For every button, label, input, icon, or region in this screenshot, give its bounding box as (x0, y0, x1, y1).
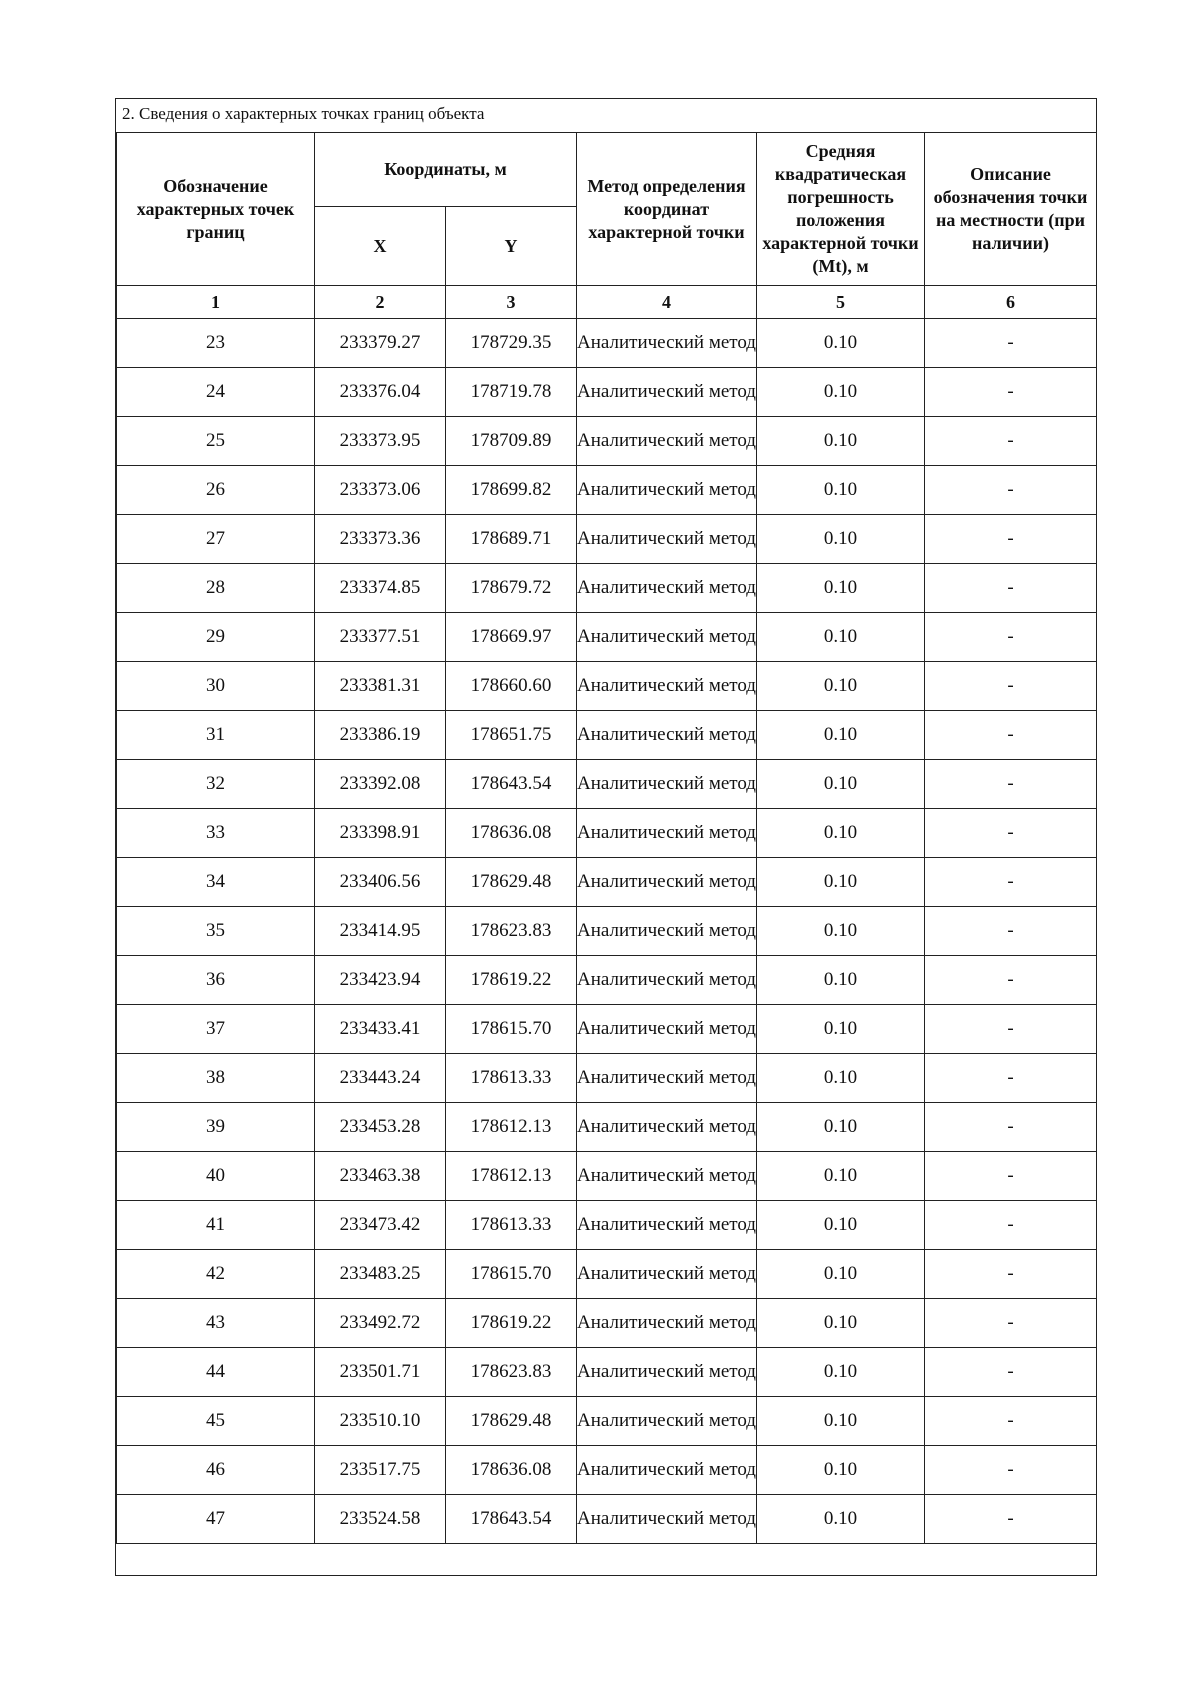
method-cell: Аналитический метод (577, 1299, 757, 1348)
error-cell: 0.10 (757, 809, 925, 858)
x-coordinate-cell: 233386.19 (315, 711, 446, 760)
table-row (117, 809, 1097, 858)
x-coordinate-cell: 233492.72 (315, 1299, 446, 1348)
method-cell: Аналитический метод (577, 1348, 757, 1397)
x-coordinate-cell: 233398.91 (315, 809, 446, 858)
description-cell: - (925, 956, 1097, 1005)
x-coordinate-cell: 233379.27 (315, 319, 446, 368)
method-cell: Аналитический метод (577, 1005, 757, 1054)
method-cell: Аналитический метод (577, 368, 757, 417)
y-coordinate-cell: 178660.60 (446, 662, 577, 711)
header-row (117, 133, 1097, 207)
method-cell: Аналитический метод (577, 613, 757, 662)
section-title: 2. Сведения о характерных точках границ объекта (122, 104, 485, 123)
error-cell: 0.10 (757, 1250, 925, 1299)
method-cell: Аналитический метод (577, 809, 757, 858)
table-row (117, 1299, 1097, 1348)
point-id-cell: 26 (117, 466, 315, 515)
y-coordinate-cell: 178615.70 (446, 1005, 577, 1054)
table-row (117, 417, 1097, 466)
x-coordinate-cell: 233433.41 (315, 1005, 446, 1054)
table-row (117, 1397, 1097, 1446)
description-cell: - (925, 466, 1097, 515)
error-cell: 0.10 (757, 1054, 925, 1103)
boundary-points-table (116, 132, 1097, 1575)
x-coordinate-cell: 233373.06 (315, 466, 446, 515)
point-id-cell: 39 (117, 1103, 315, 1152)
table-row (117, 1201, 1097, 1250)
method-cell: Аналитический метод (577, 907, 757, 956)
method-cell: Аналитический метод (577, 760, 757, 809)
method-cell: Аналитический метод (577, 1201, 757, 1250)
column-number: 5 (757, 286, 925, 319)
description-cell: - (925, 368, 1097, 417)
table-row (117, 858, 1097, 907)
error-cell: 0.10 (757, 417, 925, 466)
table-body (117, 319, 1097, 1544)
description-cell: - (925, 515, 1097, 564)
x-coordinate-cell: 233414.95 (315, 907, 446, 956)
column-number: 1 (117, 286, 315, 319)
x-coordinate-cell: 233453.28 (315, 1103, 446, 1152)
point-id-cell: 25 (117, 417, 315, 466)
point-id-cell: 38 (117, 1054, 315, 1103)
table-row (117, 1054, 1097, 1103)
column-number: 2 (315, 286, 446, 319)
table-row (117, 760, 1097, 809)
x-coordinate-cell: 233381.31 (315, 662, 446, 711)
description-cell: - (925, 1201, 1097, 1250)
description-cell: - (925, 662, 1097, 711)
y-coordinate-cell: 178679.72 (446, 564, 577, 613)
table-row (117, 368, 1097, 417)
y-coordinate-cell: 178619.22 (446, 956, 577, 1005)
table-row (117, 711, 1097, 760)
error-cell: 0.10 (757, 1103, 925, 1152)
error-cell: 0.10 (757, 907, 925, 956)
description-cell: - (925, 1103, 1097, 1152)
x-coordinate-cell: 233373.95 (315, 417, 446, 466)
point-id-cell: 37 (117, 1005, 315, 1054)
y-coordinate-cell: 178643.54 (446, 760, 577, 809)
x-coordinate-cell: 233524.58 (315, 1495, 446, 1544)
error-cell: 0.10 (757, 1348, 925, 1397)
error-cell: 0.10 (757, 564, 925, 613)
method-cell: Аналитический метод (577, 515, 757, 564)
error-cell: 0.10 (757, 1397, 925, 1446)
error-cell: 0.10 (757, 368, 925, 417)
point-id-cell: 44 (117, 1348, 315, 1397)
y-coordinate-cell: 178613.33 (446, 1054, 577, 1103)
description-cell: - (925, 1446, 1097, 1495)
method-cell: Аналитический метод (577, 466, 757, 515)
description-cell: - (925, 1152, 1097, 1201)
x-coordinate-cell: 233373.36 (315, 515, 446, 564)
y-coordinate-cell: 178629.48 (446, 858, 577, 907)
method-cell: Аналитический метод (577, 1397, 757, 1446)
method-cell: Аналитический метод (577, 1495, 757, 1544)
point-id-cell: 24 (117, 368, 315, 417)
method-cell: Аналитический метод (577, 1054, 757, 1103)
x-coordinate-cell: 233374.85 (315, 564, 446, 613)
column-number: 6 (925, 286, 1097, 319)
x-coordinate-cell: 233406.56 (315, 858, 446, 907)
method-cell: Аналитический метод (577, 1152, 757, 1201)
header-designation: Обозначение характерных точек границ (117, 133, 315, 286)
error-cell: 0.10 (757, 613, 925, 662)
column-number: 4 (577, 286, 757, 319)
point-id-cell: 36 (117, 956, 315, 1005)
header-x: X (315, 207, 446, 286)
header-y: Y (446, 207, 577, 286)
error-cell: 0.10 (757, 1299, 925, 1348)
error-cell: 0.10 (757, 858, 925, 907)
x-coordinate-cell: 233376.04 (315, 368, 446, 417)
point-id-cell: 45 (117, 1397, 315, 1446)
y-coordinate-cell: 178643.54 (446, 1495, 577, 1544)
y-coordinate-cell: 178636.08 (446, 809, 577, 858)
error-cell: 0.10 (757, 1495, 925, 1544)
point-id-cell: 47 (117, 1495, 315, 1544)
point-id-cell: 41 (117, 1201, 315, 1250)
method-cell: Аналитический метод (577, 711, 757, 760)
description-cell: - (925, 1348, 1097, 1397)
y-coordinate-cell: 178719.78 (446, 368, 577, 417)
y-coordinate-cell: 178612.13 (446, 1152, 577, 1201)
header-method: Метод определения координат характерной точки (577, 133, 757, 286)
x-coordinate-cell: 233392.08 (315, 760, 446, 809)
column-number-row (117, 286, 1097, 319)
y-coordinate-cell: 178699.82 (446, 466, 577, 515)
table-row (117, 907, 1097, 956)
point-id-cell: 28 (117, 564, 315, 613)
error-cell: 0.10 (757, 515, 925, 564)
description-cell: - (925, 907, 1097, 956)
table-row (117, 1446, 1097, 1495)
table-row (117, 515, 1097, 564)
x-coordinate-cell: 233510.10 (315, 1397, 446, 1446)
point-id-cell: 34 (117, 858, 315, 907)
header-coordinates: Координаты, м (315, 133, 577, 207)
method-cell: Аналитический метод (577, 1446, 757, 1495)
x-coordinate-cell: 233473.42 (315, 1201, 446, 1250)
x-coordinate-cell: 233463.38 (315, 1152, 446, 1201)
point-id-cell: 31 (117, 711, 315, 760)
description-cell: - (925, 760, 1097, 809)
point-id-cell: 42 (117, 1250, 315, 1299)
header-description: Описание обозначения точки на местности (при наличии) (925, 133, 1097, 286)
error-cell: 0.10 (757, 662, 925, 711)
method-cell: Аналитический метод (577, 417, 757, 466)
point-id-cell: 32 (117, 760, 315, 809)
error-cell: 0.10 (757, 1201, 925, 1250)
table-row (117, 466, 1097, 515)
error-cell: 0.10 (757, 956, 925, 1005)
description-cell: - (925, 858, 1097, 907)
description-cell: - (925, 1054, 1097, 1103)
error-cell: 0.10 (757, 319, 925, 368)
header-error: Средняя квадратическая погрешность положения характерной точки (Mt), м (757, 133, 925, 286)
description-cell: - (925, 1250, 1097, 1299)
point-id-cell: 46 (117, 1446, 315, 1495)
description-cell: - (925, 1005, 1097, 1054)
method-cell: Аналитический метод (577, 564, 757, 613)
point-id-cell: 40 (117, 1152, 315, 1201)
method-cell: Аналитический метод (577, 319, 757, 368)
table-row (117, 613, 1097, 662)
description-cell: - (925, 1397, 1097, 1446)
error-cell: 0.10 (757, 1446, 925, 1495)
y-coordinate-cell: 178613.33 (446, 1201, 577, 1250)
error-cell: 0.10 (757, 1005, 925, 1054)
x-coordinate-cell: 233377.51 (315, 613, 446, 662)
error-cell: 0.10 (757, 466, 925, 515)
description-cell: - (925, 613, 1097, 662)
description-cell: - (925, 1299, 1097, 1348)
x-coordinate-cell: 233443.24 (315, 1054, 446, 1103)
description-cell: - (925, 809, 1097, 858)
method-cell: Аналитический метод (577, 1250, 757, 1299)
x-coordinate-cell: 233517.75 (315, 1446, 446, 1495)
error-cell: 0.10 (757, 1152, 925, 1201)
table-row (117, 319, 1097, 368)
table-row (117, 1152, 1097, 1201)
method-cell: Аналитический метод (577, 662, 757, 711)
error-cell: 0.10 (757, 760, 925, 809)
y-coordinate-cell: 178669.97 (446, 613, 577, 662)
point-id-cell: 43 (117, 1299, 315, 1348)
y-coordinate-cell: 178709.89 (446, 417, 577, 466)
y-coordinate-cell: 178619.22 (446, 1299, 577, 1348)
table-tail-row (117, 1544, 1097, 1576)
method-cell: Аналитический метод (577, 1103, 757, 1152)
description-cell: - (925, 1495, 1097, 1544)
description-cell: - (925, 711, 1097, 760)
method-cell: Аналитический метод (577, 858, 757, 907)
point-id-cell: 33 (117, 809, 315, 858)
table-row (117, 662, 1097, 711)
y-coordinate-cell: 178636.08 (446, 1446, 577, 1495)
point-id-cell: 35 (117, 907, 315, 956)
table-row (117, 1005, 1097, 1054)
table-row (117, 1348, 1097, 1397)
x-coordinate-cell: 233423.94 (315, 956, 446, 1005)
document-sheet (115, 98, 1097, 1576)
y-coordinate-cell: 178689.71 (446, 515, 577, 564)
point-id-cell: 23 (117, 319, 315, 368)
table-row (117, 956, 1097, 1005)
table-row (117, 1495, 1097, 1544)
table-row (117, 1250, 1097, 1299)
description-cell: - (925, 319, 1097, 368)
table-row (117, 564, 1097, 613)
point-id-cell: 27 (117, 515, 315, 564)
y-coordinate-cell: 178615.70 (446, 1250, 577, 1299)
x-coordinate-cell: 233483.25 (315, 1250, 446, 1299)
column-number: 3 (446, 286, 577, 319)
description-cell: - (925, 417, 1097, 466)
y-coordinate-cell: 178612.13 (446, 1103, 577, 1152)
description-cell: - (925, 564, 1097, 613)
x-coordinate-cell: 233501.71 (315, 1348, 446, 1397)
method-cell: Аналитический метод (577, 956, 757, 1005)
y-coordinate-cell: 178729.35 (446, 319, 577, 368)
y-coordinate-cell: 178623.83 (446, 907, 577, 956)
table-tail-cell (117, 1544, 1097, 1576)
point-id-cell: 30 (117, 662, 315, 711)
y-coordinate-cell: 178629.48 (446, 1397, 577, 1446)
error-cell: 0.10 (757, 711, 925, 760)
y-coordinate-cell: 178623.83 (446, 1348, 577, 1397)
point-id-cell: 29 (117, 613, 315, 662)
table-row (117, 1103, 1097, 1152)
y-coordinate-cell: 178651.75 (446, 711, 577, 760)
